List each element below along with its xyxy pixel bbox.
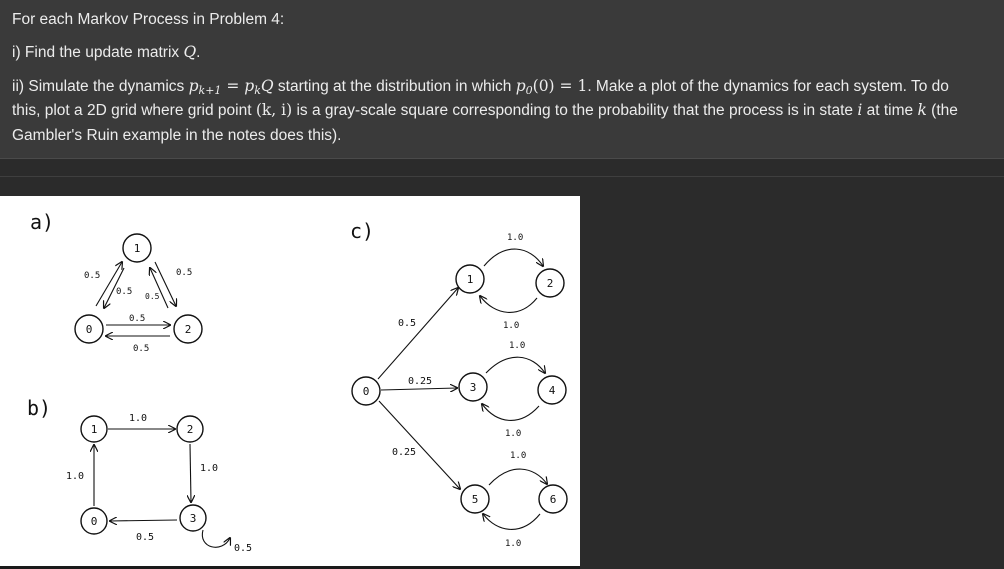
c-edge-label: 1.0 <box>503 321 520 331</box>
question-part-ii-line2: this, plot a 2D grid where grid point (k, i) is a gray-scale square corresponding to the probability that the process is in state i at time k (the <box>12 101 958 119</box>
b-edge-3-self <box>202 530 230 547</box>
question-intro: For each Markov Process in Problem 4: <box>12 11 285 28</box>
c-edge-4-3 <box>482 404 539 420</box>
b-edge-2-3 <box>190 444 191 502</box>
b-edge-label: 1.0 <box>129 413 148 424</box>
a-node-1-label: 1 <box>133 242 141 255</box>
c-edge-label: 0.25 <box>408 376 433 387</box>
a-edge-2-1 <box>150 268 168 308</box>
c-node-4-label: 4 <box>548 384 556 397</box>
a-edge-label: 0.5 <box>129 314 146 324</box>
markov-diagrams-svg <box>0 196 580 563</box>
c-edge-label: 1.0 <box>507 233 524 243</box>
c-node-1-label: 1 <box>466 273 474 286</box>
question-part-ii-line3: Gambler's Ruin example in the notes does this). <box>12 127 342 144</box>
c-edge-5-6 <box>489 469 547 485</box>
a-edge-label: 0.5 <box>116 287 133 297</box>
c-edge-3-4 <box>486 357 545 373</box>
a-node-2-label: 2 <box>184 323 192 336</box>
b-edge-label: 0.5 <box>136 532 155 543</box>
markov-diagrams-image <box>0 196 580 569</box>
c-node-2-label: 2 <box>546 277 554 290</box>
b-edge-label: 0.5 <box>234 543 253 554</box>
b-edge-label: 1.0 <box>66 471 85 482</box>
c-edge-6-5 <box>483 514 540 529</box>
c-node-3-label: 3 <box>469 381 477 394</box>
c-edge-label: 1.0 <box>509 341 526 351</box>
a-edge-0-1 <box>96 262 122 306</box>
b-node-3-label: 3 <box>189 512 197 525</box>
divider <box>0 176 1004 177</box>
question-part-ii-line1: ii) Simulate the dynamics $p_{k+1} = p_kQ$ starting at the distribution in which $p_0(0) = 1$. Make a plot of the dynamics for each system. To do <box>12 77 949 97</box>
c-edge-label: 1.0 <box>505 539 522 549</box>
c-node-6-label: 6 <box>549 493 557 506</box>
b-node-1-label: 1 <box>90 423 98 436</box>
c-edge-label: 1.0 <box>505 429 522 439</box>
c-edge-label: 0.5 <box>398 318 417 329</box>
c-edge-0-1 <box>378 288 458 379</box>
b-edge-label: 1.0 <box>200 463 219 474</box>
c-edge-label: 1.0 <box>510 451 527 461</box>
c-edge-0-3 <box>381 388 457 390</box>
a-edge-label: 0.5 <box>176 268 193 278</box>
part-a-label: a) <box>30 210 55 234</box>
a-edge-label: 0.5 <box>145 292 160 301</box>
b-node-0-label: 0 <box>90 515 98 528</box>
c-edge-label: 0.25 <box>392 447 417 458</box>
c-node-0-label: 0 <box>362 385 370 398</box>
b-node-2-label: 2 <box>186 423 194 436</box>
part-c-label: c) <box>350 219 375 243</box>
c-edge-1-2 <box>484 249 543 266</box>
a-edge-label: 0.5 <box>84 271 101 281</box>
c-node-5-label: 5 <box>471 493 479 506</box>
c-edge-0-5 <box>379 401 460 489</box>
a-node-0-label: 0 <box>85 323 93 336</box>
a-edge-label: 0.5 <box>133 344 150 354</box>
question-part-i: i) Find the update matrix Q. <box>12 43 201 61</box>
c-edge-2-1 <box>480 296 537 312</box>
question-panel <box>0 0 1004 159</box>
b-edge-3-0 <box>110 520 177 521</box>
part-b-label: b) <box>27 396 52 420</box>
